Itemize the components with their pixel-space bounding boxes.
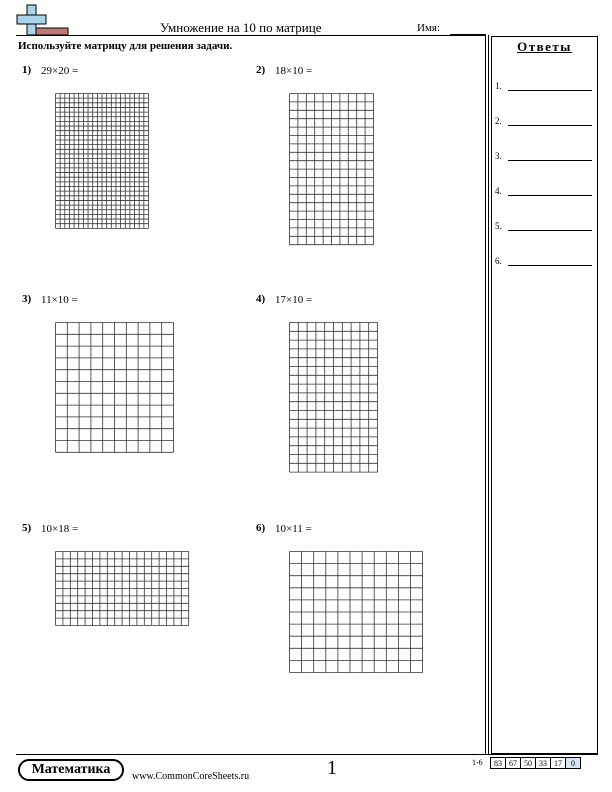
answer-4-line[interactable] xyxy=(508,195,592,196)
answer-4-label: 4. xyxy=(495,186,502,196)
problem-3-grid xyxy=(55,322,174,453)
problem-1-grid xyxy=(55,93,149,229)
grid-lines xyxy=(56,94,149,229)
brand-badge: Математика xyxy=(18,759,124,781)
grid-lines xyxy=(290,94,374,245)
problem-6-grid xyxy=(289,551,424,673)
answer-3-line[interactable] xyxy=(508,160,592,161)
problem-2-grid xyxy=(289,93,374,246)
answer-5-line[interactable] xyxy=(508,230,592,231)
answer-3-label: 3. xyxy=(495,151,502,161)
problem-4-grid xyxy=(289,322,378,473)
problem-3-expression: 11×10 = xyxy=(41,294,78,306)
column-divider xyxy=(485,35,486,755)
footer-divider xyxy=(16,754,598,755)
problem-2-expression: 18×10 = xyxy=(275,65,313,77)
score-cell: 17 xyxy=(550,757,566,769)
score-cell: 0 xyxy=(565,757,581,769)
grid-lines xyxy=(290,323,378,473)
problem-5-number: 5) xyxy=(22,522,32,534)
problem-6-number: 6) xyxy=(256,522,266,534)
grid-lines xyxy=(56,323,174,453)
answer-6-line[interactable] xyxy=(508,265,592,266)
answer-1-line[interactable] xyxy=(508,90,592,91)
answer-2-label: 2. xyxy=(495,116,502,126)
column-divider xyxy=(488,35,489,755)
problem-6-expression: 10×11 = xyxy=(275,523,312,535)
score-cell: 83 xyxy=(490,757,506,769)
grid-lines xyxy=(56,552,189,626)
answer-panel xyxy=(491,36,598,754)
problem-1-expression: 29×20 = xyxy=(41,65,79,77)
problem-4-number: 4) xyxy=(256,293,266,305)
page-number: 1 xyxy=(327,757,337,779)
problem-4-expression: 17×10 = xyxy=(275,294,313,306)
problem-2-number: 2) xyxy=(256,64,266,76)
name-label: Имя: xyxy=(417,22,441,34)
problem-range: 1-6 xyxy=(472,758,483,767)
answer-5-label: 5. xyxy=(495,221,502,231)
plus-minus-logo-icon xyxy=(16,4,70,36)
header-divider xyxy=(16,35,486,36)
answers-title: Ответы xyxy=(517,39,572,54)
problem-3-number: 3) xyxy=(22,293,32,305)
site-url: www.CommonCoreSheets.ru xyxy=(132,771,250,782)
score-cell: 33 xyxy=(535,757,551,769)
answer-6-label: 6. xyxy=(495,256,502,266)
answer-1-label: 1. xyxy=(495,81,502,91)
score-cell: 67 xyxy=(505,757,521,769)
score-strip xyxy=(491,757,581,769)
problem-5-grid xyxy=(55,551,190,626)
instructions: Используйте матрицу для решения задачи. xyxy=(18,40,233,52)
problem-1-number: 1) xyxy=(22,64,32,76)
worksheet-title: Умножение на 10 по матрице xyxy=(160,20,322,35)
score-cell: 50 xyxy=(520,757,536,769)
problem-5-expression: 10×18 = xyxy=(41,523,79,535)
answer-2-line[interactable] xyxy=(508,125,592,126)
grid-lines xyxy=(290,552,423,673)
